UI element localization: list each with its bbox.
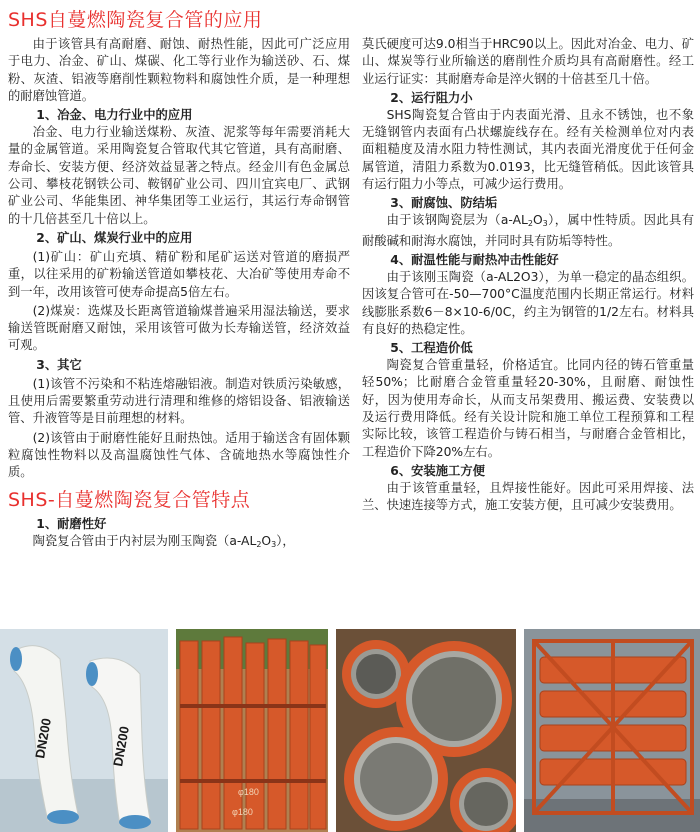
heading-corrosion: 3、耐腐蚀、防结垢 xyxy=(390,196,498,211)
paragraph-temperature: 由于该刚玉陶瓷（a-AL2O3），为单一稳定的晶态组织。因该复合管可在-50—700°C温度范围内长期正常运行。材料线膨胀系数6－8×10-6/0C，约主为钢管的1/2左右。材料具有良好的热稳定性。 xyxy=(362,269,694,336)
corrosion-text-2: O xyxy=(532,213,543,228)
paragraph-metallurgy: 冶金、电力行业输送煤粉、灰渣、泥浆等每年需要消耗大量的金属管道。采用陶瓷复合管取代其它管道，具有高耐磨、寿命长、安装方便、经济效益显著之特点。经金川有色金属总公司、攀枝花钢铁公司、鞍钢矿业公司、四川宜宾电厂、武钢矿业公司、华能集团、神华集团等工业运行，其运行寿命钢管的十几倍甚至几十倍以上。 xyxy=(8,125,350,226)
heading-metallurgy: 1、冶金、电力行业中的应用 xyxy=(36,108,193,123)
paragraph-coal: (2)煤炭：选煤及长距离管道输煤普遍采用湿法输送，要求输送管既耐磨又耐蚀，采用该管可做为长寿输送管，经济效益可观。 xyxy=(8,303,350,353)
product-photo-strip xyxy=(0,629,700,832)
paragraph-other-1: (1)该管不污染和不粘连熔融铝液。制造对铁质污染敏感，且使用后需要繁重劳动进行清理和维修的熔铝设备、铝液输送管、升液管等是目前理想的材料。 xyxy=(8,376,350,426)
heading-installation: 6、安装施工方便 xyxy=(390,463,485,478)
section-title-applications: SHS自蔓燃陶瓷复合管的应用 xyxy=(8,9,263,31)
heading-wear-resistance: 1、耐磨性好 xyxy=(36,516,107,531)
section-title-features: SHS-自蔓燃陶瓷复合管特点 xyxy=(8,488,251,511)
wear-text-1: 陶瓷复合管由于内衬层为刚玉陶瓷（a-AL xyxy=(32,533,257,548)
pipe-cross-section-illustration xyxy=(336,629,516,832)
paragraph-low-cost: 陶瓷复合管重量轻，价格适宜。比同内径的铸石管重量轻50%；比耐磨合金管重量轻20-30%，且耐磨、耐蚀性好，因为使用寿命长，从而支吊架费用、搬运费、安装费以及运行费用降低。经有关设计院和施工单位工程预算和工程实际比较，该管工程造价与铸石相当，与耐磨合金管相比，工程造价下降20%左右。 xyxy=(362,358,694,459)
paragraph-installation: 由于该管重量轻，且焊接性能好。因此可采用焊接、法兰、快速连接等方式，施工安装方便，且可减少安装费用。 xyxy=(362,480,694,513)
pipe-label-dn200-b: DN200 xyxy=(110,725,132,768)
pipe-label-phi180-b: φ180 xyxy=(232,807,253,817)
pipe-label-phi180-a: φ180 xyxy=(238,787,259,797)
corrosion-sub-2: 3 xyxy=(542,219,548,229)
photo-pipe-cross-sections xyxy=(336,629,516,832)
elbow-pipes-illustration xyxy=(0,629,168,832)
paragraph-wear-resistance xyxy=(8,533,350,553)
pipe-label-dn200-a: DN200 xyxy=(32,717,54,760)
paragraph-mining: (1)矿山：矿山充填、精矿粉和尾矿运送对管道的磨损严重，以往采用的矿粉输送管道如攀枝花、大冶矿等使用寿命不到一年，改用该管可使寿命提高5倍左右。 xyxy=(8,249,350,299)
paragraph-low-resistance: SHS陶瓷复合管由于内表面光滑、且永不锈蚀，也不象无缝钢管内表面有凸状螺旋线存在。经有关检测单位对内表面粗糙度及清水阻力特性测试，其内表面光滑度优于任何金属管道，清阻力系数为0.0193，比无缝管稍低。因此该管具有运行阻力小等点，可减少运行费用。 xyxy=(362,107,694,192)
paragraph-corrosion xyxy=(362,212,694,250)
stacked-pipes-illustration xyxy=(176,629,328,832)
corrosion-text-1: 由于该钢陶瓷层为（a-AL xyxy=(386,213,528,228)
photo-crated-pipes xyxy=(524,629,700,832)
heading-temperature: 4、耐温性能与耐热冲击性能好 xyxy=(390,252,559,267)
crated-pipes-illustration xyxy=(524,629,700,832)
heading-mining: 2、矿山、煤炭行业中的应用 xyxy=(36,230,193,245)
paragraph-hardness: 莫氏硬度可达9.0相当于HRC90以上。因此对冶金、电力、矿山、煤炭等行业所输送的磨削性介质均具有高耐磨性。经工业运行证实：其耐磨寿命是淬火钢的十倍甚至几十倍。 xyxy=(362,37,694,86)
photo-elbow-pipes xyxy=(0,629,168,832)
wear-sub-1: 2 xyxy=(256,539,262,549)
left-column xyxy=(8,0,350,553)
wear-text-3: ）， xyxy=(276,533,295,548)
corrosion-text-3: ），属中性特质。因此具有耐酸碱和耐海水腐蚀，并同时具有防垢等特性。 xyxy=(362,213,695,248)
right-column xyxy=(362,0,694,515)
corrosion-sub-1: 2 xyxy=(527,219,533,229)
photo-stacked-pipes xyxy=(176,629,328,832)
wear-text-2: O xyxy=(261,533,272,548)
intro-paragraph: 由于该管具有高耐磨、耐蚀、耐热性能，因此可广泛应用于电力、冶金、矿山、煤碳、化工等行业作为输送砂、石、煤粉、灰渣、铝液等磨削性颗粒物料和腐蚀性介质，是一种理想的耐磨蚀管道。 xyxy=(8,37,350,103)
heading-low-resistance: 2、运行阻力小 xyxy=(390,90,473,105)
heading-other: 3、其它 xyxy=(36,357,82,372)
paragraph-other-2: (2)该管由于耐磨性能好且耐热蚀。适用于输送含有固体颗粒腐蚀性物料以及高温腐蚀性气体、含硫地热水等腐蚀性介质。 xyxy=(8,430,350,480)
wear-sub-2: 3 xyxy=(271,539,277,549)
heading-low-cost: 5、工程造价低 xyxy=(390,341,473,356)
